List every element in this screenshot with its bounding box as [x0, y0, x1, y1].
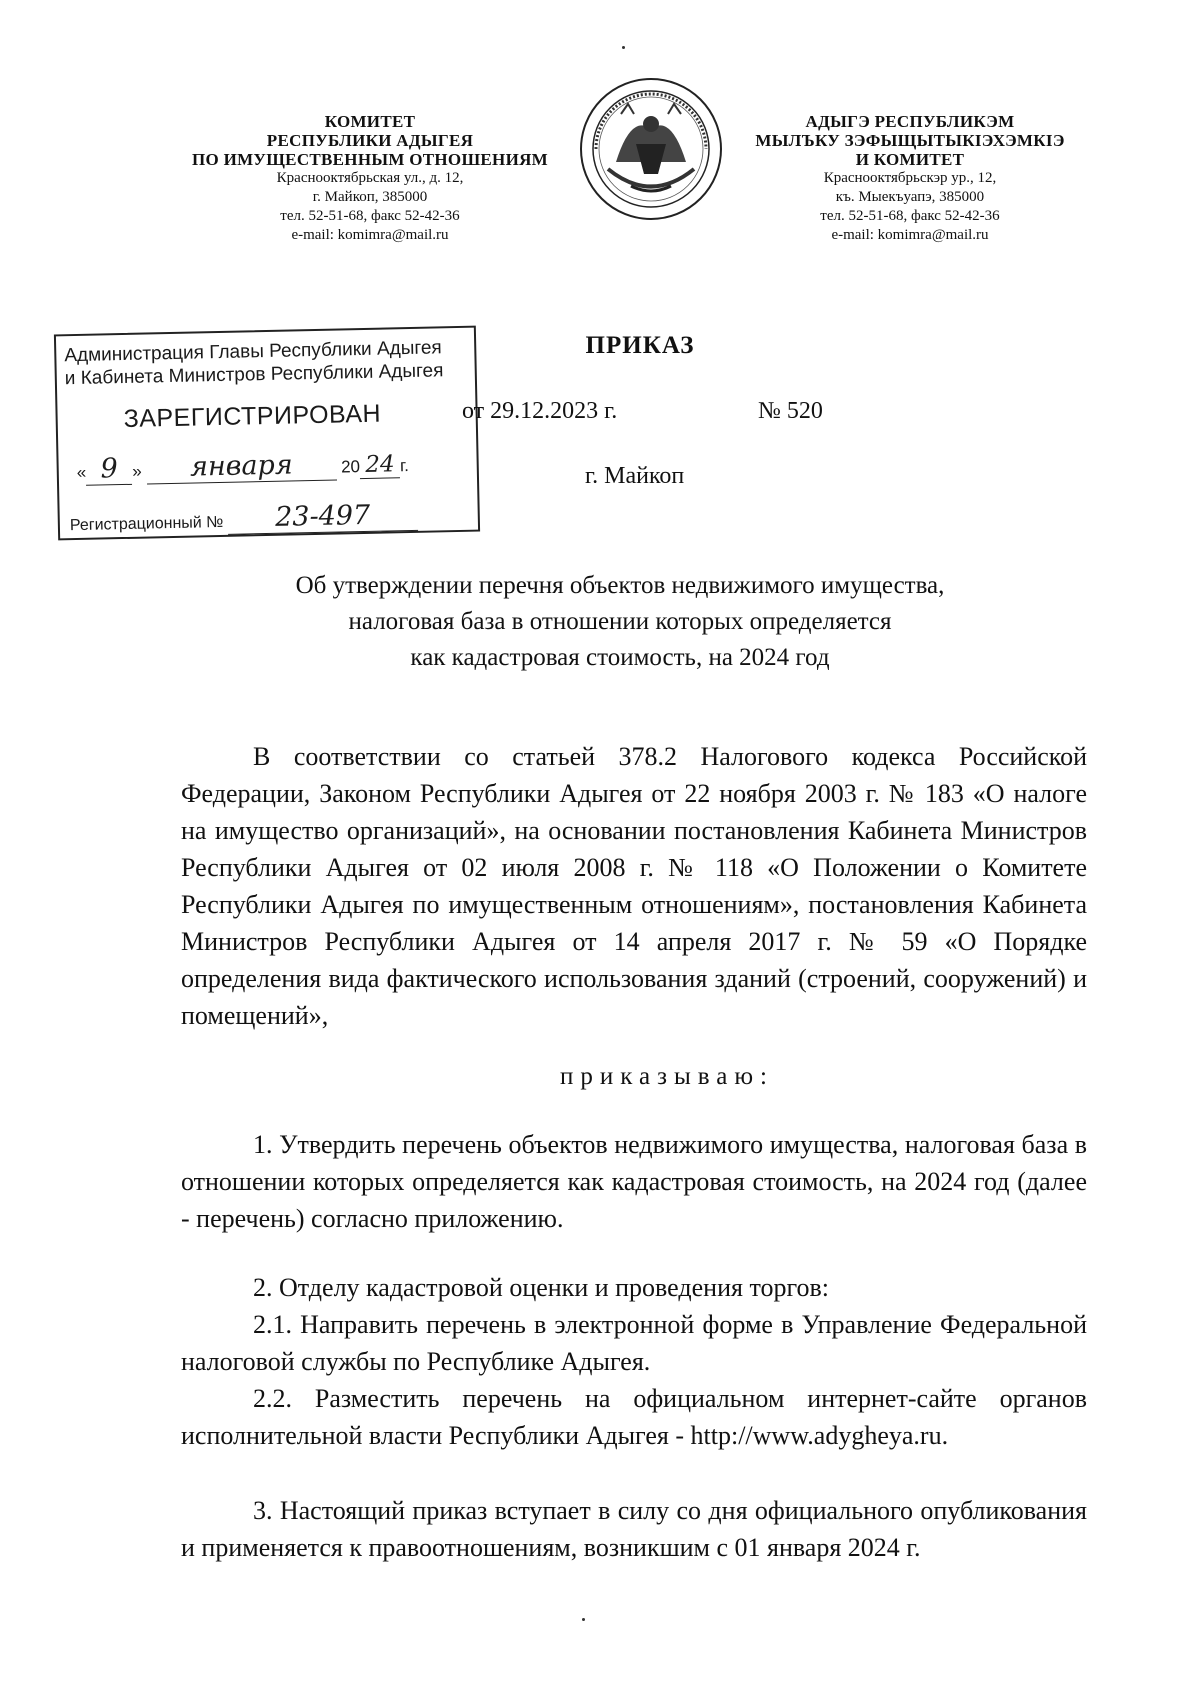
order-item-3: [181, 1492, 1087, 1566]
address-line: Краснооктябрьскэр ур., 12,: [823, 170, 997, 186]
address-line: къ. Мыекъуапэ, 385000: [835, 189, 985, 205]
sub-item-2-2: 2.2. Разместить перечень на официальном интернет-сайте органов исполнительной власти Республики Адыгея - http://www.adygheya.ru.: [181, 1384, 1087, 1450]
item-text: 3. Настоящий приказ вступает в силу со дня официального опубликования и применяется к правоотношениям, возникшим с 01 января 2024 г.: [181, 1496, 1087, 1562]
subject-line: налоговая база в отношении которых определяется: [348, 608, 892, 635]
item-heading: 2. Отделу кадастровой оценки и проведения торгов:: [253, 1273, 829, 1302]
stamp-day: 9: [86, 453, 133, 486]
email-line: e-mail: komimra@mail.ru: [831, 227, 989, 243]
scan-speck: [622, 46, 625, 49]
org-name-line: РЕСПУБЛИКИ АДЫГЕЯ: [266, 131, 474, 150]
stamp-year: 24: [360, 451, 401, 479]
org-header-left: [170, 112, 570, 245]
phone-line: тел. 52-51-68, факс 52-42-36: [280, 208, 460, 224]
stamp-month: января: [146, 449, 337, 485]
order-item-2: [181, 1269, 1087, 1454]
stamp-reg-number-row: [69, 498, 470, 538]
stamp-reg-label: Регистрационный №: [69, 513, 224, 535]
sub-item-2-1: 2.1. Направить перечень в электронной форме в Управление Федеральной налоговой службы по Республике Адыгея.: [181, 1310, 1087, 1376]
scan-speck: [582, 1618, 585, 1621]
stamp-authority-line: Администрация Главы Республики Адыгея: [64, 337, 442, 367]
preamble: [181, 738, 1087, 1034]
email-line: e-mail: komimra@mail.ru: [291, 227, 449, 243]
order-item-1: [181, 1126, 1087, 1237]
subject-line: как кадастровая стоимость, на 2024 год: [410, 644, 830, 671]
order-word: приказываю:: [560, 1063, 774, 1090]
subject-line: Об утверждении перечня объектов недвижимого имущества,: [295, 572, 945, 599]
stamp-year-prefix: 20: [340, 457, 361, 477]
document-number: № 520: [758, 398, 823, 424]
address-line: г. Майкоп, 385000: [312, 189, 428, 205]
preamble-text: В соответствии со статьей 378.2 Налогового кодекса Российской Федерации, Законом Республики Адыгея от 22 ноября 2003 г. № 183 «О налоге на имущество организаций», на основании постановления Кабинета Министров Республики Адыгея от 02 июля 2008 г. № 118 «О Положении о Комитете Республики Адыгея по имущественным отношениям», постановления Кабинета Министров Республики Адыгея от 14 апреля 2017 г. № 59 «О Порядке определения вида фактического использования зданий (строений, сооружений) и помещений»,: [181, 742, 1087, 1030]
item-text: 1. Утвердить перечень объектов недвижимого имущества, налоговая база в отношении которых определяется как кадастровая стоимость, на 2024 год (далее - перечень) согласно приложению.: [181, 1130, 1087, 1233]
stamp-authority: [64, 336, 444, 390]
phone-line: тел. 52-51-68, факс 52-42-36: [820, 208, 1000, 224]
stamp-authority-line: и Кабинета Министров Республики Адыгея: [64, 360, 444, 390]
document-subject: [170, 568, 1070, 676]
address-line: Краснооктябрьская ул., д. 12,: [276, 170, 464, 186]
org-name-line: И КОМИТЕТ: [855, 150, 965, 169]
org-header-right: [710, 112, 1110, 245]
stamp-year-unit: г.: [399, 456, 410, 476]
document-date: от 29.12.2023 г.: [462, 398, 618, 424]
stamp-reg-number: 23-497: [227, 499, 418, 535]
document-city: г. Майкоп: [585, 463, 685, 489]
republic-emblem-icon: [576, 74, 726, 224]
document-title: ПРИКАЗ: [585, 332, 695, 359]
stamp-date: « 9 » января 20 24 г.: [76, 449, 410, 485]
registration-stamp: [54, 326, 480, 541]
org-name-line: КОМИТЕТ: [324, 112, 416, 131]
org-name-line: МЫЛЪКУ ЗЭФЫЩЫТЫКIЭХЭМКIЭ: [755, 131, 1065, 150]
org-name-line: ПО ИМУЩЕСТВЕННЫМ ОТНОШЕНИЯМ: [191, 150, 549, 169]
stamp-status: ЗАРЕГИСТРИРОВАН: [123, 399, 382, 433]
org-name-line: АДЫГЭ РЕСПУБЛИКЭМ: [805, 112, 1015, 131]
